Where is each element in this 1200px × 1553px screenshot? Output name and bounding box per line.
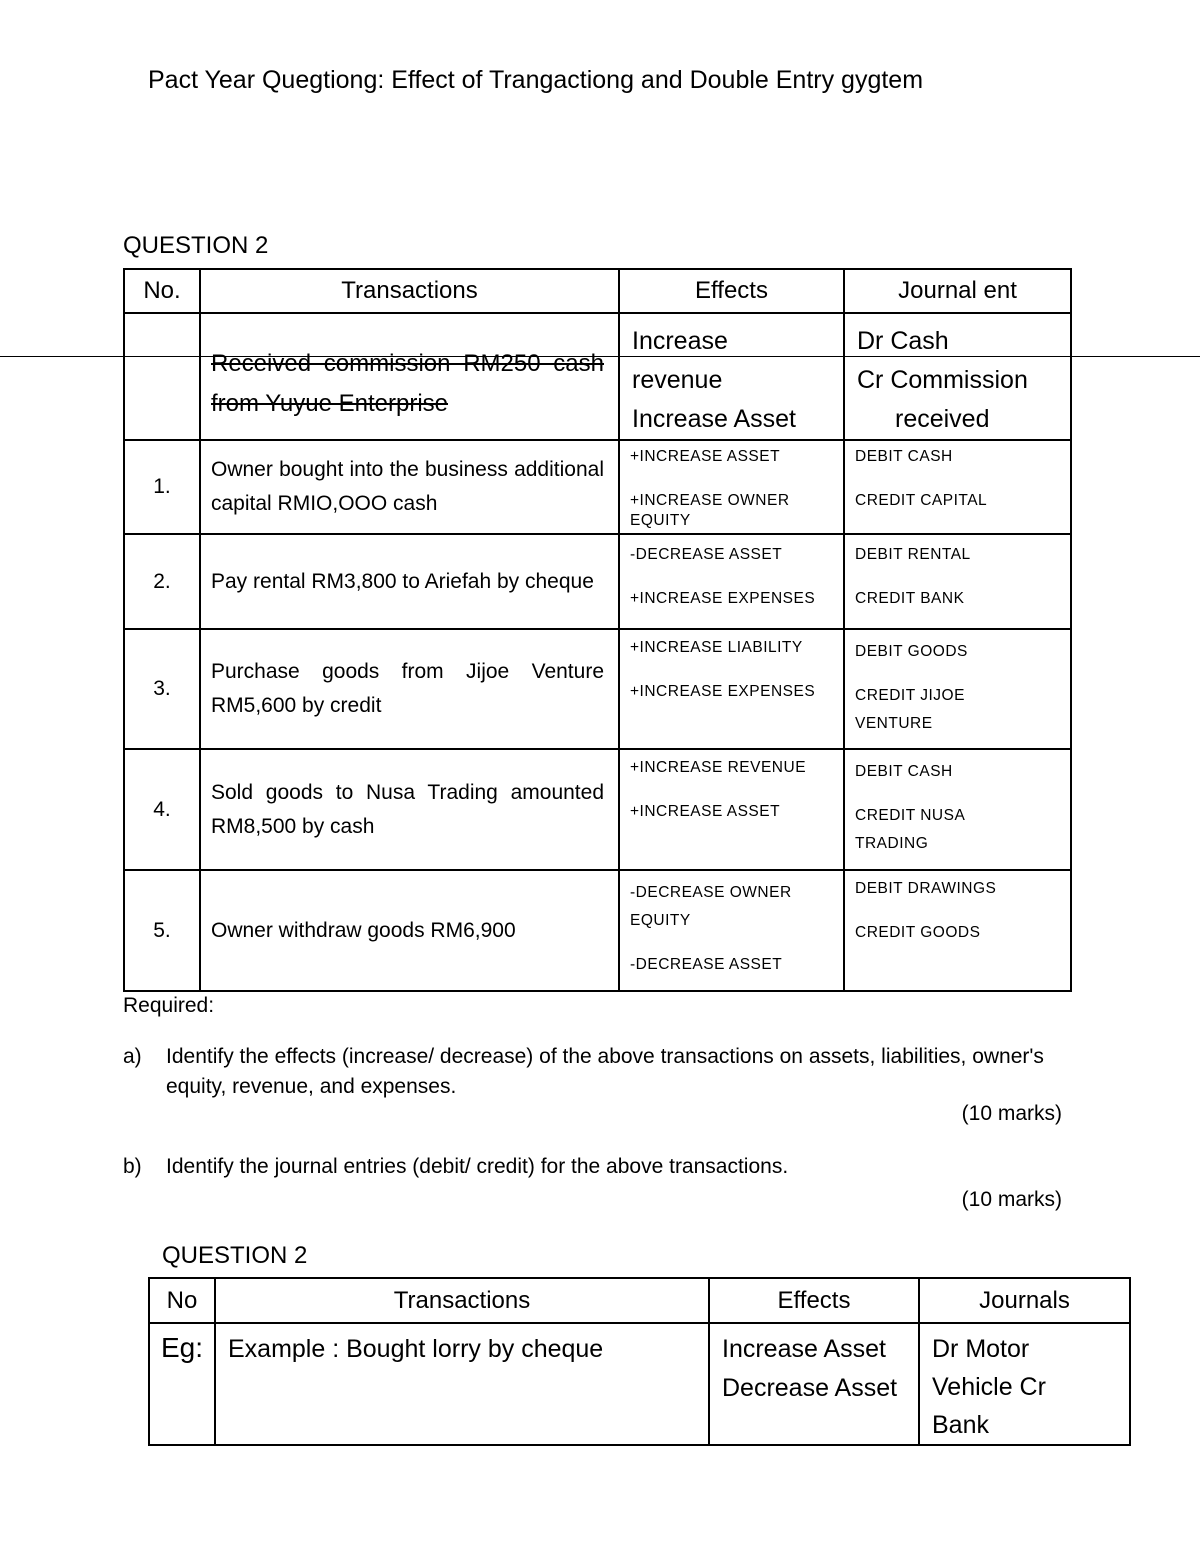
table-row xyxy=(124,749,1071,870)
header-effects: Effects xyxy=(619,269,844,313)
item-a-marks: (10 marks) xyxy=(961,1102,1062,1125)
example-table xyxy=(148,1277,1131,1446)
row-no: 4. xyxy=(124,749,200,870)
item-a-marker: a) xyxy=(123,1045,142,1068)
example-row xyxy=(124,313,1071,440)
row-effects: +INCREASE ASSET +INCREASE OWNER EQUITY xyxy=(619,440,844,534)
row-journal: DEBIT DRAWINGS CREDIT GOODS xyxy=(844,870,1071,991)
table-row xyxy=(124,534,1071,629)
row-effects: -DECREASE ASSET +INCREASE EXPENSES xyxy=(619,534,844,629)
item-b-text: Identify the journal entries (debit/ credit) for the above transactions. xyxy=(166,1155,789,1178)
header-transactions: Transactions xyxy=(200,269,619,313)
row-effects: Increase Asset Decrease Asset xyxy=(709,1323,919,1445)
required-label: Required: xyxy=(123,994,215,1017)
item-b-marker: b) xyxy=(123,1155,142,1178)
question-heading-2: QUESTION 2 xyxy=(162,1242,308,1269)
item-b-marks: (10 marks) xyxy=(961,1188,1062,1211)
row-no: Eg: xyxy=(149,1323,215,1445)
row-journal: DEBIT GOODS CREDIT JIJOE VENTURE xyxy=(844,629,1071,749)
row-transaction: Purchase goods from Jijoe Venture RM5,600 by credit xyxy=(200,629,619,749)
transactions-table xyxy=(123,268,1072,992)
table-row xyxy=(149,1323,1130,1445)
row-no: 5. xyxy=(124,870,200,991)
row-effects: +INCREASE REVENUE +INCREASE ASSET xyxy=(619,749,844,870)
row-transaction: Example : Bought lorry by cheque xyxy=(215,1323,709,1445)
row-effects: +INCREASE LIABILITY +INCREASE EXPENSES xyxy=(619,629,844,749)
header-transactions: Transactions xyxy=(215,1278,709,1323)
row-no: 2. xyxy=(124,534,200,629)
row-transaction: Owner bought into the business additional capital RMIO,OOO cash xyxy=(200,440,619,534)
question-heading: QUESTION 2 xyxy=(123,232,269,259)
header-no: No. xyxy=(124,269,200,313)
table-row xyxy=(124,440,1071,534)
page-title: Pact Year Quegtiong: Effect of Trangactiong and Double Entry gygtem xyxy=(148,66,924,94)
row-journal: DEBIT RENTAL CREDIT BANK xyxy=(844,534,1071,629)
row-journal: DEBIT CASH CREDIT CAPITAL xyxy=(844,440,1071,534)
header-no: No xyxy=(149,1278,215,1323)
example-effects: Increase revenue Increase Asset xyxy=(619,313,844,440)
row-transaction: Pay rental RM3,800 to Ariefah by cheque xyxy=(200,534,619,629)
row-journal: DEBIT CASH CREDIT NUSA TRADING xyxy=(844,749,1071,870)
table-row xyxy=(124,870,1071,991)
table-row xyxy=(124,629,1071,749)
example-journal: Dr Cash Cr Commission received xyxy=(844,313,1071,440)
header-journal: Journal ent xyxy=(844,269,1071,313)
row-journal: Dr Motor Vehicle Cr Bank xyxy=(919,1323,1130,1445)
horizontal-rule xyxy=(0,356,1200,357)
table-header-row xyxy=(149,1278,1130,1323)
header-journals: Journals xyxy=(919,1278,1130,1323)
row-transaction: Sold goods to Nusa Trading amounted RM8,500 by cash xyxy=(200,749,619,870)
row-no: 3. xyxy=(124,629,200,749)
row-effects: -DECREASE OWNER EQUITY -DECREASE ASSET xyxy=(619,870,844,991)
row-transaction: Owner withdraw goods RM6,900 xyxy=(200,870,619,991)
header-effects: Effects xyxy=(709,1278,919,1323)
example-no xyxy=(124,313,200,440)
example-transaction: Received commission RM250 cash from Yuyue Enterprise xyxy=(200,313,619,440)
row-no: 1. xyxy=(124,440,200,534)
table-header-row xyxy=(124,269,1071,313)
item-a-text: Identify the effects (increase/ decrease) of the above transactions on assets, liabilities, owner's equity, revenue, and expenses. xyxy=(166,1045,1044,1098)
